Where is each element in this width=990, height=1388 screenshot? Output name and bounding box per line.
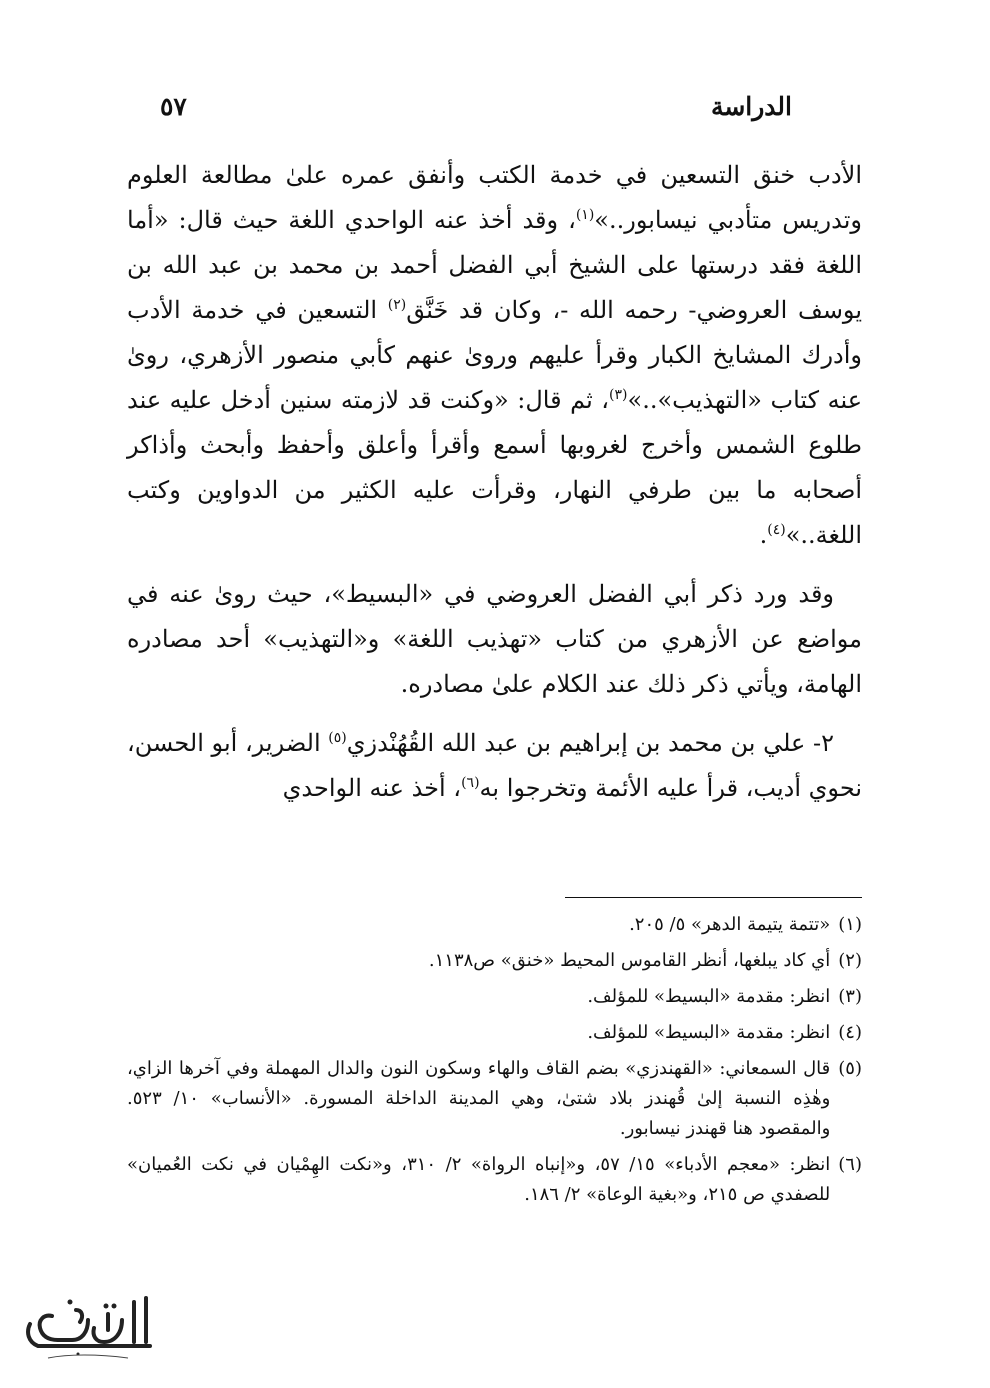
footnote-number: (٤) (838, 1022, 862, 1043)
footnote-4 (127, 1018, 862, 1048)
footnote-number: (٢) (838, 950, 862, 971)
paragraph-1-text-e: . (759, 521, 768, 549)
running-title: الدراسة (710, 92, 792, 121)
footnote-text: «تتمة يتيمة الدهر» ٥/ ٢٠٥. (629, 914, 831, 935)
paragraph-1-text-c: التسعين في خدمة الأدب وأدرك المشايخ الكبار وقرأ عليهم وروىٰ عنهم كأبي منصور الأزهري، روىٰ عنه كتاب «التهذيب»..» (127, 296, 863, 414)
footnote-number: (١) (838, 914, 862, 935)
footnotes (127, 910, 862, 1216)
footnote-3 (127, 982, 862, 1012)
publisher-logo-icon (18, 1280, 158, 1370)
footnote-1 (127, 910, 862, 940)
footnote-separator (565, 897, 862, 898)
footnote-number: (٥) (838, 1058, 862, 1079)
footnote-ref-6[interactable]: (٦) (461, 775, 480, 791)
footnote-ref-4[interactable]: (٤) (767, 522, 786, 538)
footnote-text: انظر: «معجم الأدباء» ١٥/ ٥٧، و«إنباه الرواة» ٢/ ٣١٠، و«نكت الهِمْيان في نكت العُميان» للصفدي ص ٢١٥، و«بغية الوعاة» ٢/ ١٨٦. (127, 1154, 831, 1205)
page-header (160, 92, 792, 132)
paragraph-1 (127, 153, 862, 558)
footnote-text: انظر: مقدمة «البسيط» للمؤلف. (587, 986, 831, 1007)
footnote-text: انظر: مقدمة «البسيط» للمؤلف. (587, 1022, 831, 1043)
footnote-5 (127, 1054, 862, 1144)
footnote-ref-3[interactable]: (٣) (609, 387, 628, 403)
main-text (127, 153, 862, 825)
paragraph-2: وقد ورد ذكر أبي الفضل العروضي في «البسيط»، حيث روىٰ عنه في مواضع عن الأزهري من كتاب «تهذيب اللغة» و«التهذيب» أحد مصادره الهامة، ويأتي ذكر ذلك عند الكلام علىٰ مصادره. (127, 580, 862, 698)
footnote-ref-1[interactable]: (١) (575, 207, 595, 223)
footnote-number: (٦) (838, 1154, 862, 1175)
paragraph-3-text-c: ، أخذ عنه الواحدي (282, 774, 462, 802)
footnote-2 (127, 946, 862, 976)
paragraph-3-text-b: الضرير، أبو الحسن، نحوي أديب، قرأ عليه الأئمة وتخرجوا به (127, 729, 862, 802)
paragraph-3-text-a: ٢- علي بن محمد بن إبراهيم بن عبد الله القُهُنْدزي (346, 729, 835, 757)
footnote-number: (٣) (838, 986, 862, 1007)
footnote-text: قال السمعاني: «القهندزي» بضم القاف والهاء وسكون النون والدال المهملة وفي آخرها الزاي، وهٰذِه النسبة إلىٰ قُهندز بلاد شتىٰ، وهي المدينة الداخلة المسورة. «الأنساب» ١٠/ ٥٢٣. والمقصود هنا قهندز نيسابور. (127, 1058, 831, 1139)
paragraph-1-text-d: ، ثم قال: «وكنت قد لازمته سنين أدخل عليه عند طلوع الشمس وأخرج لغروبها أسمع وأقرأ وأعلق وأحفظ وأبحث وأذاكر أصحابه ما بين طرفي النهار، وقرأت عليه الكثير من الدواوين وكتب اللغة..» (127, 386, 862, 549)
page-number: ٥٧ (160, 92, 187, 121)
footnote-ref-5[interactable]: (٥) (328, 730, 347, 746)
footnote-6 (127, 1150, 862, 1210)
paragraph-1-text-a: الأدب خنق التسعين في خدمة الكتب وأنفق عمره علىٰ مطالعة العلوم وتدريس متأدبي نيسابور..» (127, 161, 863, 234)
footnote-ref-2[interactable]: (٢) (387, 297, 407, 313)
footnote-text: أي كاد يبلغها، أنظر القاموس المحيط «خنق» ص١١٣٨. (428, 950, 831, 971)
paragraph-3 (127, 721, 862, 811)
paragraph-1-text-b: ، وقد أخذ عنه الواحدي اللغة حيث قال: «أما اللغة فقد درستها على الشيخ أبي الفضل أحمد بن محمد بن عبد الله بن يوسف العروضي- رحمه الله -، وكان قد خَنَّق (127, 206, 863, 324)
